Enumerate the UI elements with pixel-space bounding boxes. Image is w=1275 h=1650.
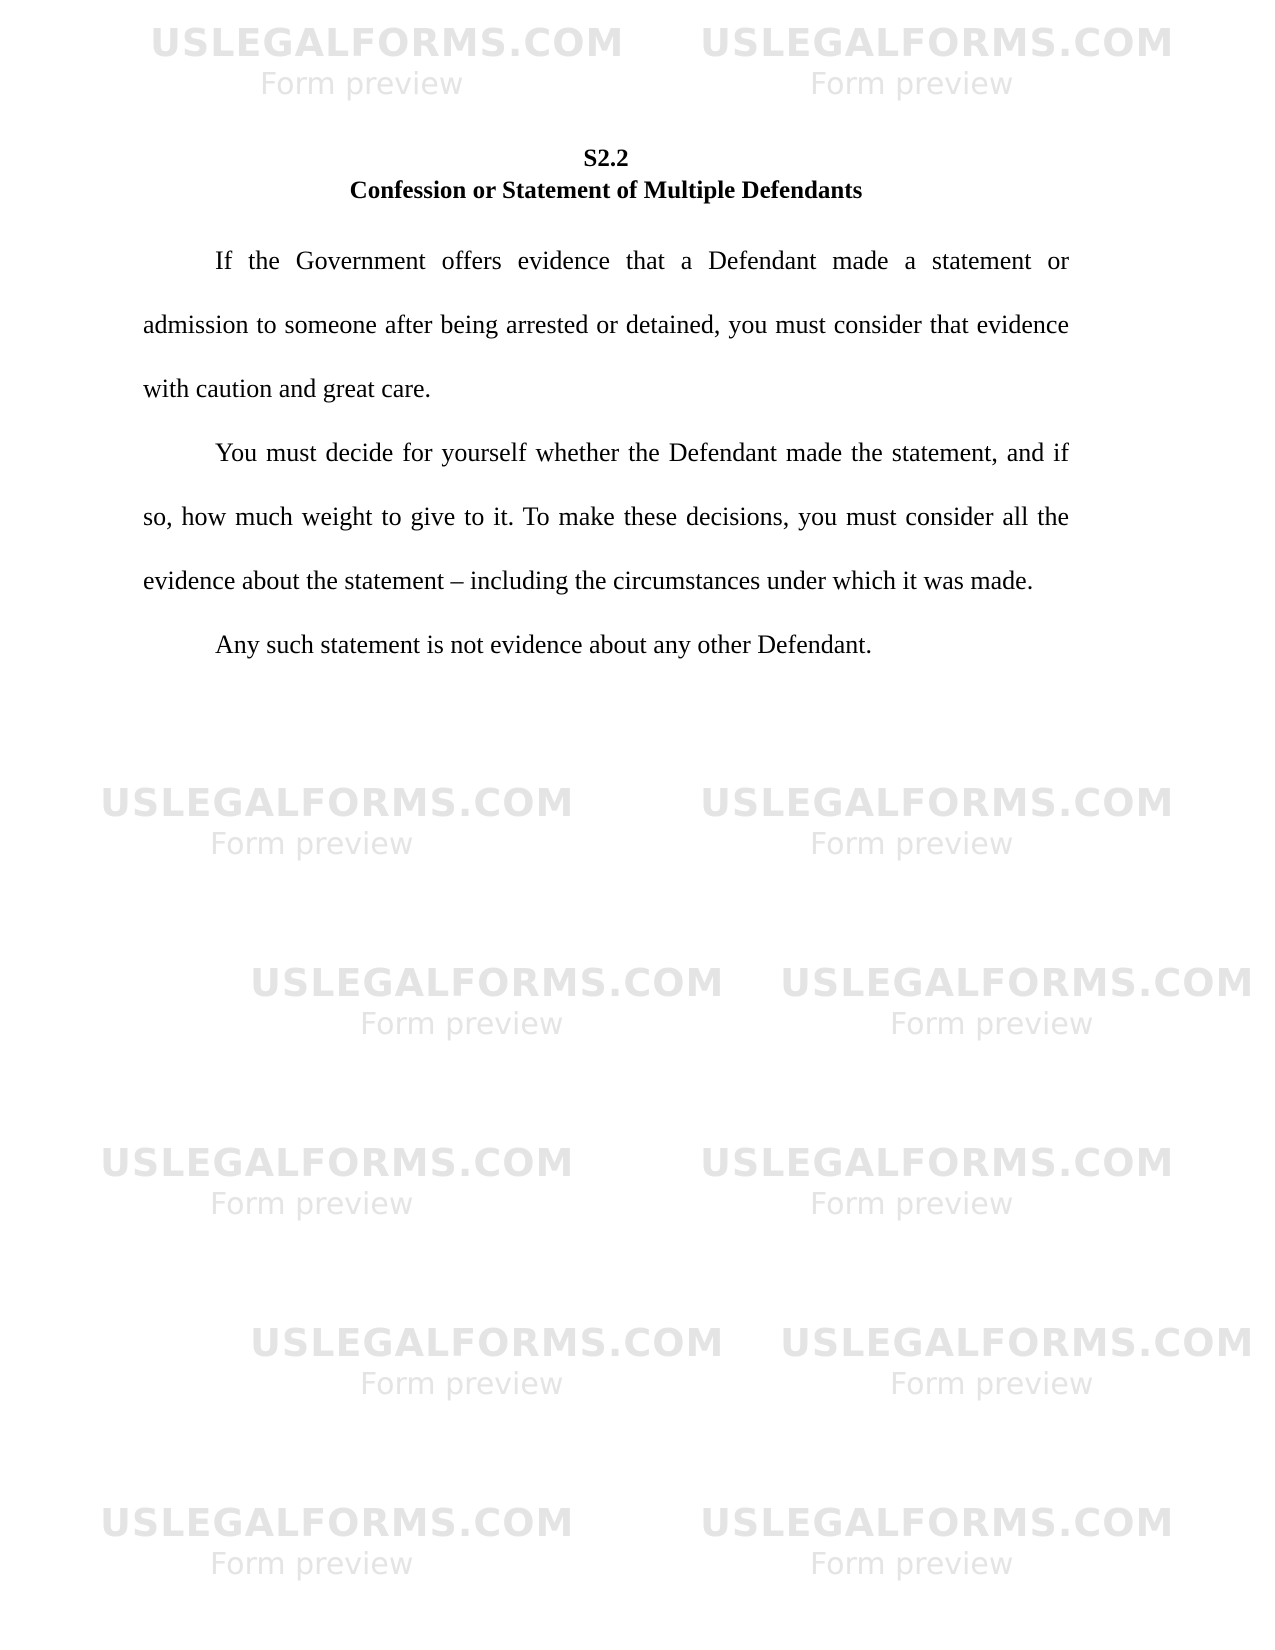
paragraph: You must decide for yourself whether the Defendant made the statement, and if so, how much weight to give to it. To make these decisions, you must consider all the evidence about the statement – including the circumstances under which it was made.	[143, 438, 1069, 595]
watermark-brand: USLEGALFORMS.COM	[100, 1501, 575, 1545]
watermark-brand: USLEGALFORMS.COM	[780, 1321, 1255, 1365]
watermark-brand: USLEGALFORMS.COM	[100, 1141, 575, 1185]
watermark-brand: USLEGALFORMS.COM	[100, 781, 575, 825]
document-body	[143, 229, 1069, 677]
watermark	[250, 1320, 724, 1404]
watermark-brand: USLEGALFORMS.COM	[700, 21, 1175, 65]
watermark-brand: USLEGALFORMS.COM	[150, 21, 625, 65]
watermark-subtitle: Form preview	[890, 1007, 1094, 1042]
watermark-subtitle: Form preview	[810, 1187, 1014, 1222]
watermark	[100, 780, 574, 864]
watermark	[780, 960, 1254, 1044]
watermark	[700, 780, 1174, 864]
watermark	[150, 20, 624, 104]
watermark-subtitle: Form preview	[810, 827, 1014, 862]
watermark-subtitle: Form preview	[210, 1547, 414, 1582]
watermark-subtitle: Form preview	[810, 1547, 1014, 1582]
watermark-subtitle: Form preview	[810, 67, 1014, 102]
watermark-subtitle: Form preview	[890, 1367, 1094, 1402]
paragraph: If the Government offers evidence that a Defendant made a statement or admission to someone after being arrested or detained, you must consider that evidence with caution and great care.	[143, 246, 1069, 403]
watermark	[100, 1140, 574, 1224]
watermark-brand: USLEGALFORMS.COM	[700, 1141, 1175, 1185]
document-page	[143, 143, 1069, 677]
watermark-brand: USLEGALFORMS.COM	[700, 1501, 1175, 1545]
paragraph: Any such statement is not evidence about any other Defendant.	[215, 630, 873, 659]
watermark-brand: USLEGALFORMS.COM	[250, 1321, 725, 1365]
watermark-brand: USLEGALFORMS.COM	[700, 781, 1175, 825]
watermark	[250, 960, 724, 1044]
watermark	[100, 1500, 574, 1584]
watermark-subtitle: Form preview	[360, 1007, 564, 1042]
watermark-brand: USLEGALFORMS.COM	[780, 961, 1255, 1005]
watermark-brand: USLEGALFORMS.COM	[250, 961, 725, 1005]
watermark	[700, 20, 1174, 104]
watermark	[700, 1500, 1174, 1584]
watermark-subtitle: Form preview	[210, 827, 414, 862]
watermark	[700, 1140, 1174, 1224]
watermark-subtitle: Form preview	[360, 1367, 564, 1402]
watermark-subtitle: Form preview	[260, 67, 464, 102]
watermark-subtitle: Form preview	[210, 1187, 414, 1222]
section-number: S2.2	[583, 145, 629, 172]
document-title: Confession or Statement of Multiple Defendants	[349, 177, 863, 204]
watermark	[780, 1320, 1254, 1404]
